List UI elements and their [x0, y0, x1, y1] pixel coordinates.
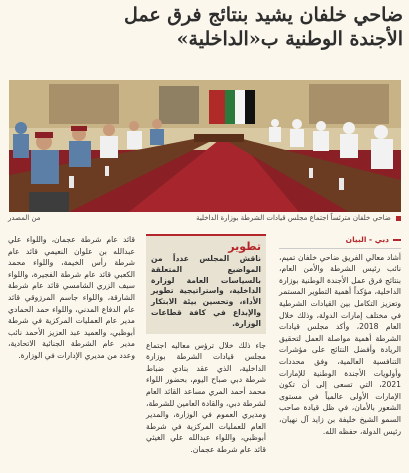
article-column-right	[279, 234, 401, 437]
caption-square-icon	[396, 216, 401, 221]
article-column-middle	[146, 234, 266, 456]
article-paragraph-1: أشاد معالي الفريق ضاحي خلفان تميم، نائب رئيس الشرطة والأمن العام، بنتائج فرق عمل الأجندة الوطنية بوزارة الداخلية، مؤكداً أهمية التطوير المستمر وتعزيز التكامل بين القيادات الشرطية في مختلف إمارات الدولة، وذلك خلال العام 2018، وأكد مجلس قيادات الشرطة أهمية مواصلة العمل لتحقيق الريادة وأفضل النتائج على مؤشرات التنافسية العالمية، وفق محددات وأولويات الأجندة الوطنية للإمارات 2021، التي تسعى إلى أن تكون الإمارات الأولى عالمياً في مستوى الشعور بالأمان، في ظل قيادة صاحب السمو الشيخ خليفة بن زايد آل نهيان، رئيس الدولة، حفظه الله.	[279, 252, 401, 436]
headline-line-1: ضاحي خلفان يشيد بنتائج فرق عمل	[123, 4, 403, 26]
meeting-photo	[9, 80, 401, 212]
byline	[279, 234, 401, 249]
photo-caption	[196, 214, 401, 226]
article-column-left	[8, 234, 135, 362]
byline-text: دبي - البيان	[345, 235, 389, 244]
meeting-photo-illustration	[9, 80, 401, 212]
photo-caption-text: ضاحي خلفان مترئساً اجتماع مجلس قيادات الشرطة بوزارة الداخلية	[196, 214, 391, 222]
photo-source: من المصدر	[8, 214, 41, 222]
photo-caption-bar	[8, 214, 401, 226]
callout-kicker: تطوير	[228, 240, 261, 253]
byline-bar-icon	[393, 239, 401, 241]
callout-box	[146, 234, 266, 334]
headline-line-2: الأجندة الوطنية ب«الداخلية»	[176, 27, 403, 50]
article-paragraph-3: قائد عام شرطة عجمان، واللواء علي عبدالله بن علوان النعيمي قائد عام شرطة رأس الخيمة، واللواء محمد الكعبي قائد عام شرطة الفجيرة، واللواء سيف الزري الشامسي قائد عام شرطة الشارقة، واللواء جاسم المرزوقي قائد عام الدفاع المدني، واللواء حمد الحمادي مدير عام العمليات المركزية في شرطة أبوظبي، والعميد عبد العزيز الأحمد نائب مدير عام الشرطة الجنائية الاتحادية، وعدد من مديري الإدارات في الوزارة.	[8, 235, 135, 360]
callout-text: ناقش المجلس عدداً من المواضيع المتعلقة بالسياسات العامة لوزارة الداخلية، واستراتيجية تطوير الأداء، وتحسين بيئة الابتكار والإبداع في كافة قطاعات الوزارة.	[151, 254, 261, 328]
headline	[6, 4, 403, 52]
article-paragraph-2: جاء ذلك خلال ترؤس معاليه اجتماع مجلس قيادات الشرطة بوزارة الداخلية، الذي عقد بنادي ضباط شرطة دبي صباح اليوم، بحضور اللواء محمد أحمد المري مساعد القائد العام لشرطة دبي، والقادة العامين للشرطة، ومديري العموم في الوزارة، والمدير العام للعمليات المركزية في شرطة أبوظبي، واللواء عبدالله علي الغيثي قائد عام شرطة عجمان.	[146, 340, 266, 454]
